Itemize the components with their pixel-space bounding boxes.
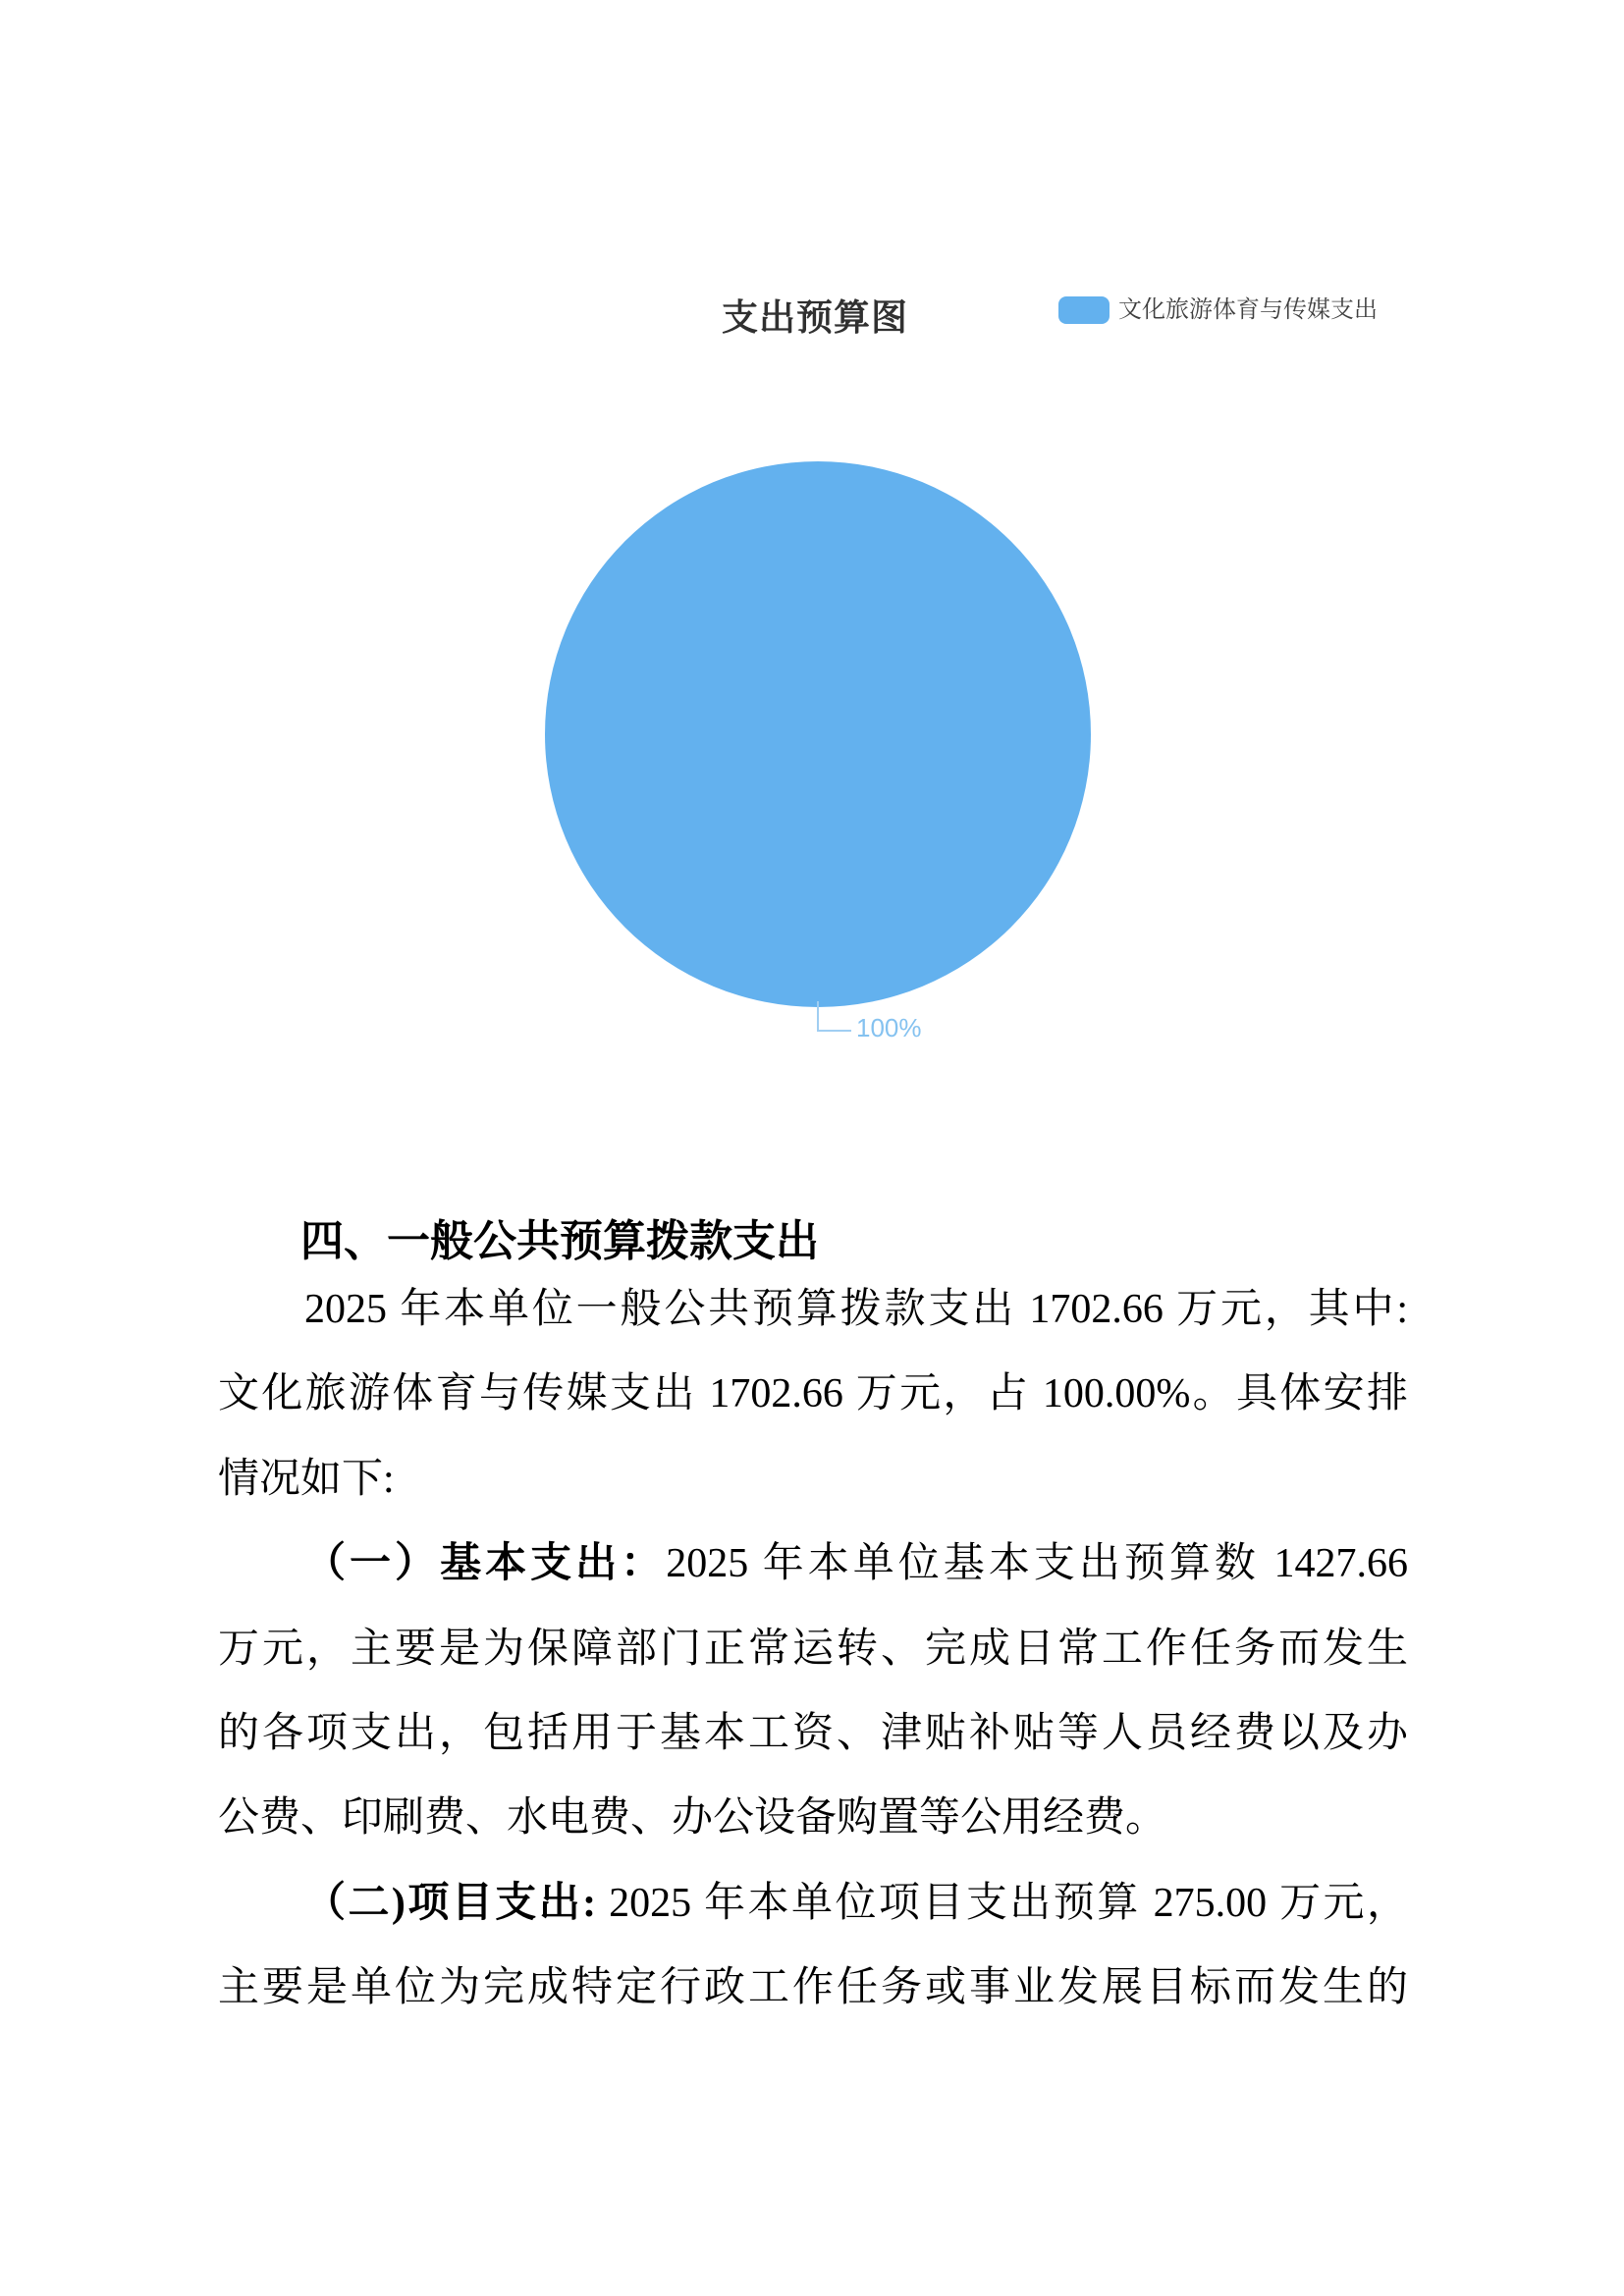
body-line	[218, 1946, 1408, 2030]
chart-legend	[1058, 296, 1378, 324]
legend-label: 文化旅游体育与传媒支出	[1118, 296, 1378, 323]
run-in-heading: （一）基本支出：	[304, 1541, 667, 1587]
body-line-text: 情况如下:	[218, 1456, 395, 1502]
body-text	[218, 1267, 1408, 2031]
body-line	[218, 1861, 1408, 1946]
body-line-text: 万元，主要是为保障部门正常运转、完成日常工作任务而发生	[218, 1626, 1408, 1672]
section-heading: 四、一般公共预算拨款支出	[300, 1217, 819, 1265]
pie-slice-100pct	[545, 461, 1091, 1007]
body-line-text: 2025 年本单位一般公共预算拨款支出 1702.66 万元，其中:	[304, 1287, 1408, 1332]
body-line-text: 文化旅游体育与传媒支出 1702.66 万元，占 100.00%。具体安排	[218, 1371, 1408, 1417]
pie-label-leader-vertical	[817, 1001, 819, 1032]
pie-percent-label: 100%	[856, 1013, 922, 1042]
body-line-text: 2025 年本单位项目支出预算 275.00 万元，	[596, 1880, 1408, 1926]
body-line-text: 2025 年本单位基本支出预算数 1427.66	[666, 1541, 1408, 1587]
pie-label-leader-horizontal	[817, 1030, 851, 1032]
body-line-text: 公费、印刷费、水电费、办公设备购置等公用经费。	[218, 1795, 1167, 1842]
run-in-heading: （二)项目支出:	[304, 1880, 597, 1926]
legend-swatch-icon	[1058, 296, 1110, 324]
body-line	[218, 1607, 1408, 1691]
body-line	[218, 1776, 1408, 1860]
body-line-text: 的各项支出，包括用于基本工资、津贴补贴等人员经费以及办	[218, 1710, 1408, 1756]
chart-title: 支出预算图	[722, 297, 908, 338]
body-line	[218, 1691, 1408, 1776]
body-line	[218, 1267, 1408, 1352]
body-line	[218, 1522, 1408, 1606]
body-line	[218, 1352, 1408, 1436]
body-line	[218, 1437, 1408, 1522]
body-line-text: 主要是单位为完成特定行政工作任务或事业发展目标而发生的	[218, 1965, 1408, 2011]
